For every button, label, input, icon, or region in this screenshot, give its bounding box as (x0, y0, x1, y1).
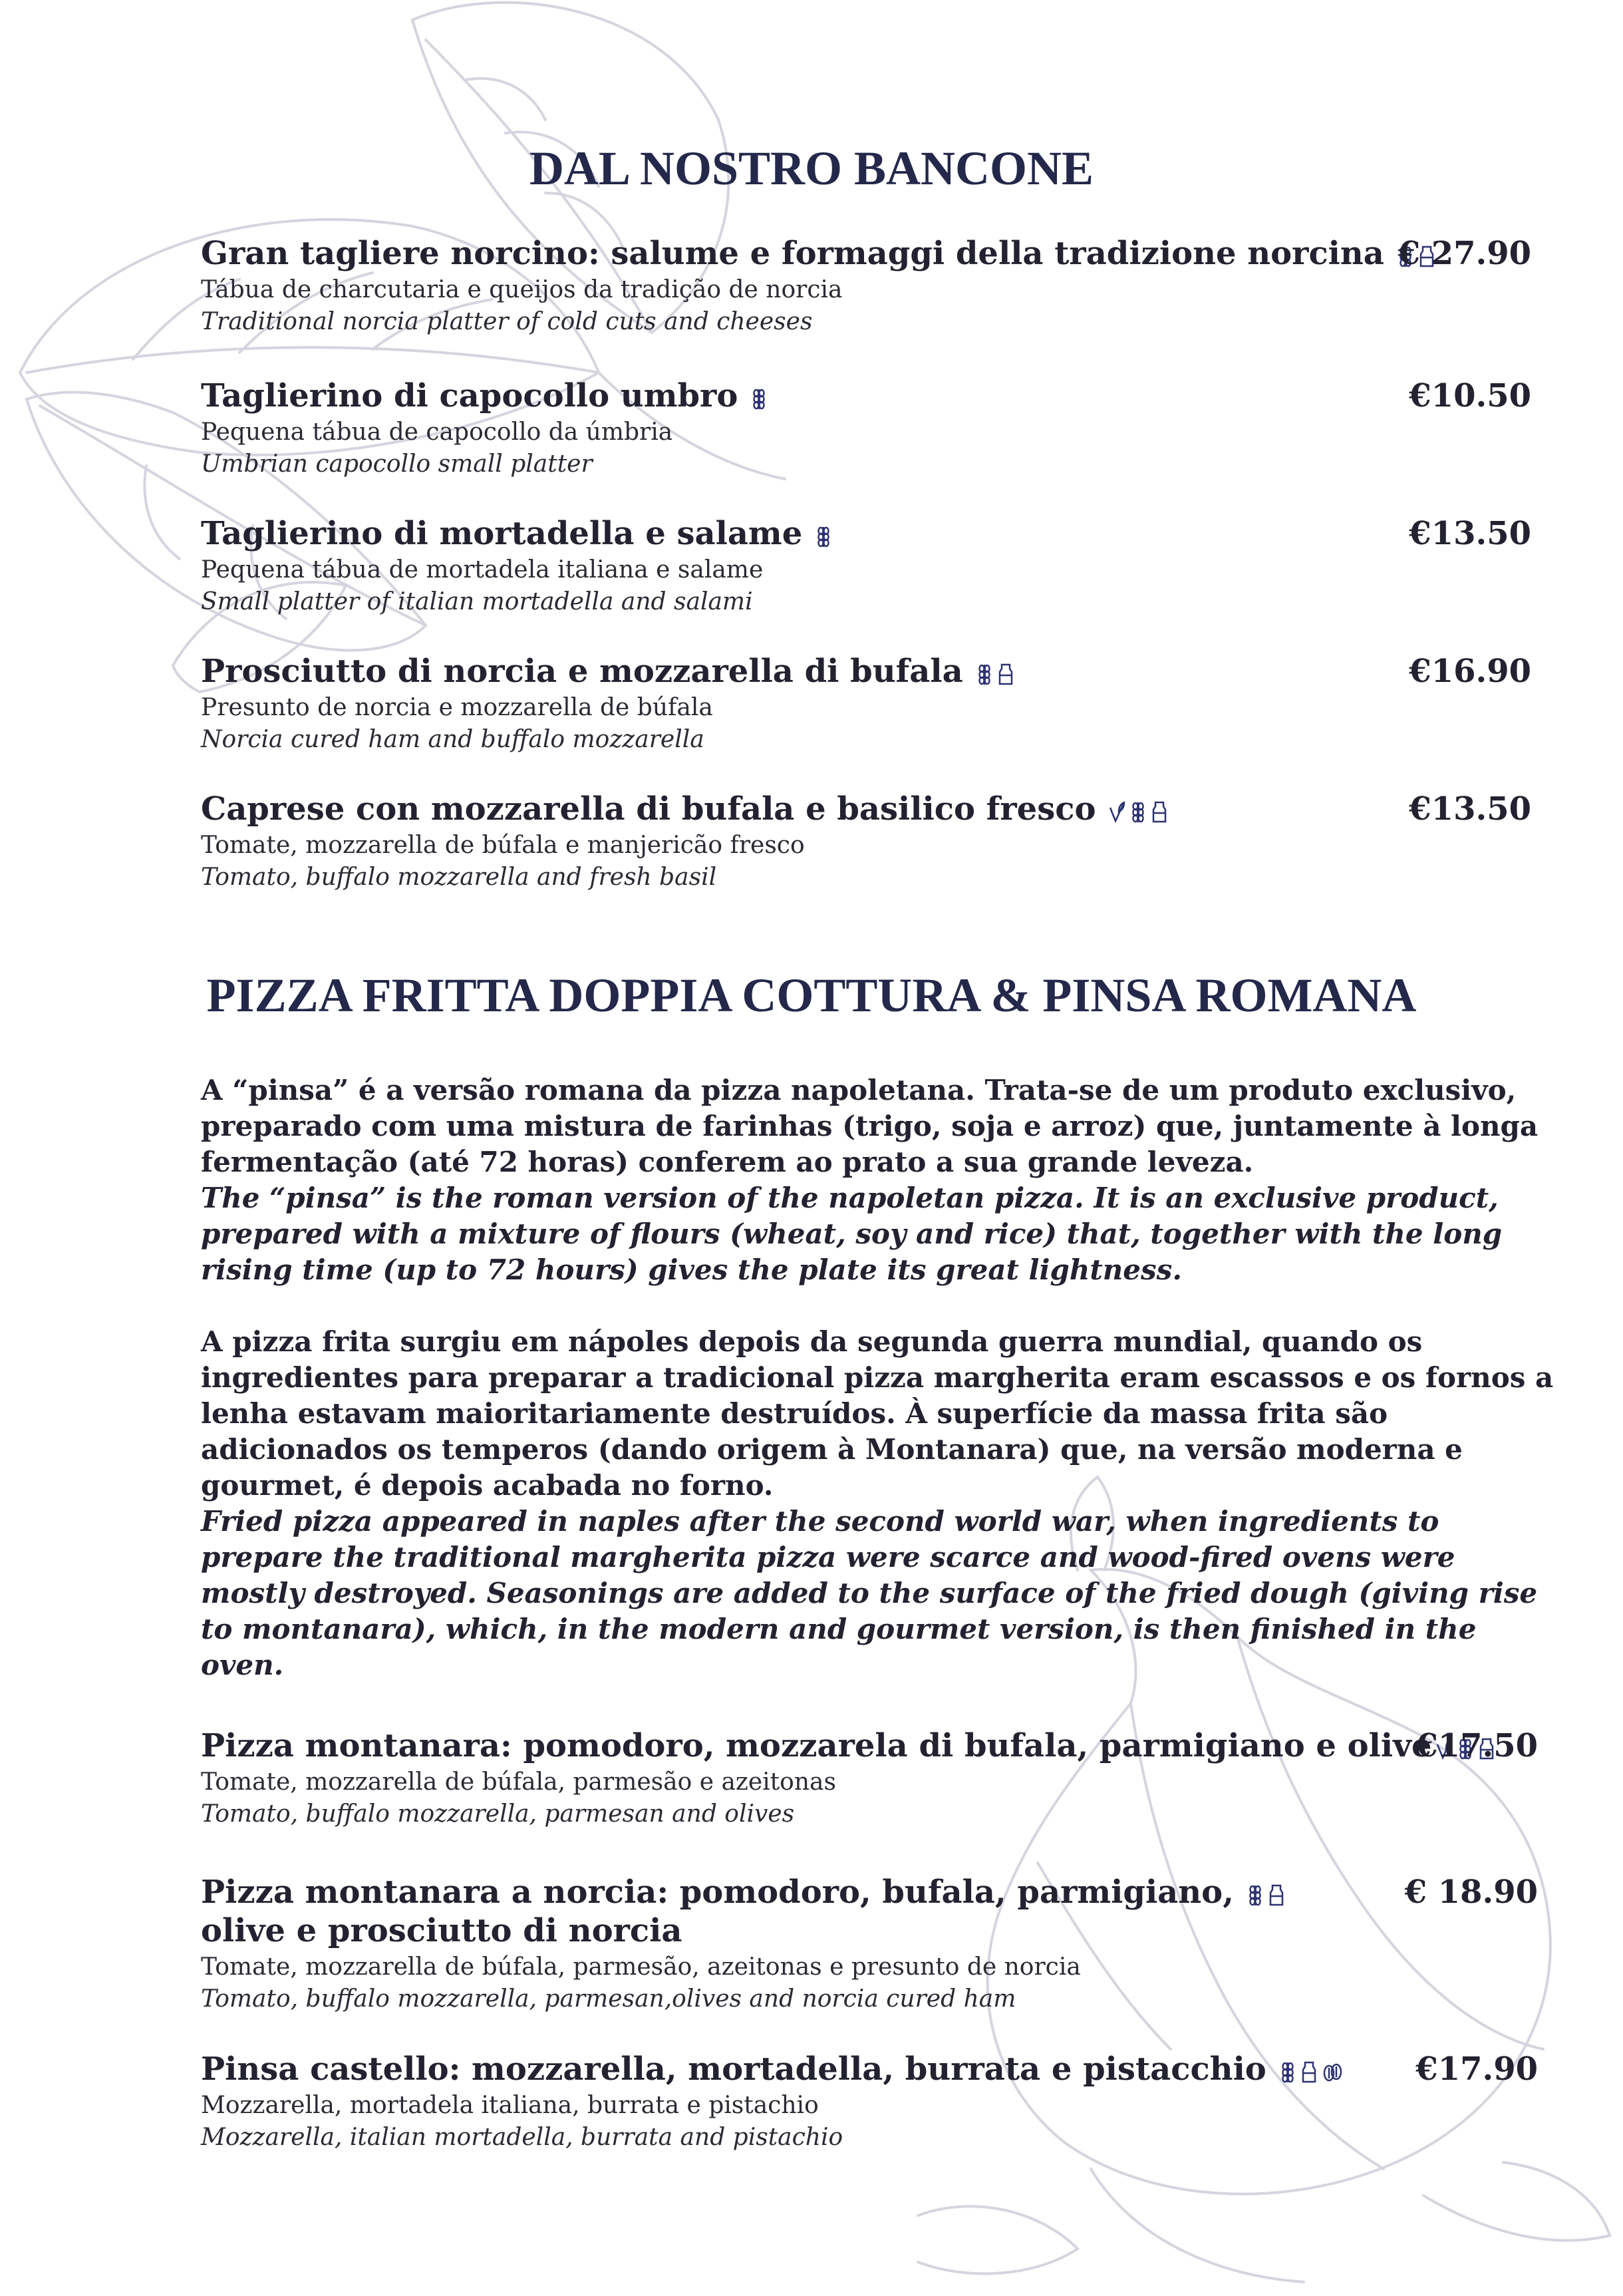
section-title-bancone: DAL NOSTRO BANCONE (529, 142, 1094, 195)
paragraph-en: Fried pizza appeared in naples after the second world war, when ingredients to prepare the traditional margherita pizza were scarce and wood-fired ovens were mostly destroyed. Seasonings are added to the surface of the fried dough (giving rise to montanara), which, in the modern and gourmet version, is then finished in the oven. (201, 1505, 1538, 1681)
item-price: € 18.90 (1404, 1874, 1538, 1911)
item-name: Pizza montanara: pomodoro, mozzarela di bufala, parmigiano e olive (201, 1727, 1432, 1764)
item-price: €16.90 (1409, 653, 1531, 690)
item-description-pt: Tomate, mozzarella de búfala e manjericão fresco (201, 832, 805, 859)
item-name: Gran tagliere norcino: salume e formaggi della tradizione norcina (201, 235, 1384, 272)
menu-item-pizza-montanara (201, 1726, 1538, 1830)
allergen-icons (1247, 1883, 1284, 1907)
nuts-icon (1322, 2060, 1342, 2084)
gluten-icon (976, 662, 992, 686)
lactose-icon (1268, 1883, 1284, 1907)
item-name: Caprese con mozzarella di bufala e basilico fresco (201, 790, 1096, 828)
gluten-icon (1280, 2060, 1296, 2084)
paragraph-en: The “pinsa” is the roman version of the napoletan pizza. It is an exclusive product, prepared with a mixture of flours (wheat, soy and rice) that, together with the long rising time (up to 72 hours) gives the plate its great lightness. (201, 1182, 1503, 1286)
menu-item-pizza-montanara-norcia (201, 1873, 1538, 2015)
item-name: Taglierino di capocollo umbro (201, 377, 738, 414)
allergen-icons (976, 662, 1014, 686)
item-name: Pizza montanara a norcia: pomodoro, bufala, parmigiano, (201, 1874, 1234, 1911)
item-description-pt: Mozzarella, mortadela italiana, burrata e pistachio (201, 2092, 819, 2119)
item-name: Taglierino di mortadella e salame (201, 515, 803, 552)
menu-item-prosciutto-bufala (201, 652, 1531, 756)
item-description-en: Mozzarella, italian mortadella, burrata and pistachio (201, 2124, 843, 2151)
item-description-en: Norcia cured ham and buffalo mozzarella (201, 726, 704, 753)
lactose-icon (1151, 800, 1167, 824)
item-price: € 27.90 (1398, 235, 1531, 272)
item-price: €17.90 (1415, 2050, 1538, 2088)
menu-item-gran-tagliere (201, 234, 1531, 338)
gluten-icon (751, 387, 767, 410)
pinsa-intro-paragraph (201, 1072, 1551, 1288)
item-description-pt: Presunto de norcia e mozzarella de búfala (201, 694, 713, 721)
item-description-en: Traditional norcia platter of cold cuts and cheeses (201, 308, 813, 335)
item-description-pt: Tábua de charcutaria e queijos da tradição de norcia (201, 276, 843, 303)
item-name-line-2: olive e prosciutto di norcia (201, 1912, 682, 1949)
item-description-pt: Pequena tábua de capocollo da úmbria (201, 418, 673, 446)
item-description-pt: Pequena tábua de mortadela italiana e salame (201, 556, 764, 583)
item-description-en: Tomato, buffalo mozzarella and fresh basil (201, 864, 717, 891)
menu-item-pinsa-castello (201, 2050, 1538, 2154)
item-description-pt: Tomate, mozzarella de búfala, parmesão e azeitonas (201, 1768, 836, 1796)
item-price: €17.50 (1415, 1727, 1538, 1764)
section-title-pizza-fritta: PIZZA FRITTA DOPPIA COTTURA & PINSA ROMANA (206, 969, 1417, 1022)
allergen-icons (815, 524, 831, 548)
gluten-icon (1247, 1883, 1263, 1907)
allergen-icons (751, 387, 767, 410)
vegetarian-icon (1109, 800, 1125, 824)
pizza-fritta-intro-paragraph (201, 1324, 1564, 1683)
item-name: Pinsa castello: mozzarella, mortadella, burrata e pistacchio (201, 2050, 1266, 2088)
menu-item-caprese (201, 790, 1531, 894)
item-price: €10.50 (1409, 377, 1531, 414)
gluten-icon (815, 524, 831, 548)
lactose-icon (1301, 2060, 1317, 2084)
item-name: Prosciutto di norcia e mozzarella di bufala (201, 653, 963, 690)
lactose-icon (998, 662, 1014, 686)
item-price: €13.50 (1409, 515, 1531, 552)
item-description-en: Tomato, buffalo mozzarella, parmesan and olives (201, 1800, 795, 1828)
item-description-en: Umbrian capocollo small platter (201, 450, 593, 478)
paragraph-pt: A “pinsa” é a versão romana da pizza napoletana. Trata-se de um produto exclusivo, preparado com uma mistura de farinhas (trigo, soja e arroz) que, juntamente à longa fermentação (até 72 horas) conferem ao prato a sua grande leveza. (201, 1074, 1539, 1178)
allergen-icons (1109, 800, 1167, 824)
item-description-en: Tomato, buffalo mozzarella, parmesan,olives and norcia cured ham (201, 1985, 1016, 2013)
item-price: €13.50 (1409, 790, 1531, 828)
item-description-pt: Tomate, mozzarella de búfala, parmesão, azeitonas e presunto de norcia (201, 1953, 1081, 1981)
item-description-en: Small platter of italian mortadella and salami (201, 588, 753, 615)
gluten-icon (1130, 800, 1146, 824)
menu-item-mortadella-salame (201, 514, 1531, 618)
menu-item-capocollo (201, 377, 1531, 480)
paragraph-pt: A pizza frita surgiu em nápoles depois da segunda guerra mundial, quando os ingredientes para preparar a tradicional pizza margherita eram escassos e os fornos a lenha estavam maioritariamente destruídos. À superfície da massa frita são adicionados os temperos (dando origem à Montanara) que, na versão moderna e gourmet, é depois acabada no forno. (201, 1325, 1554, 1502)
allergen-icons (1280, 2060, 1342, 2084)
